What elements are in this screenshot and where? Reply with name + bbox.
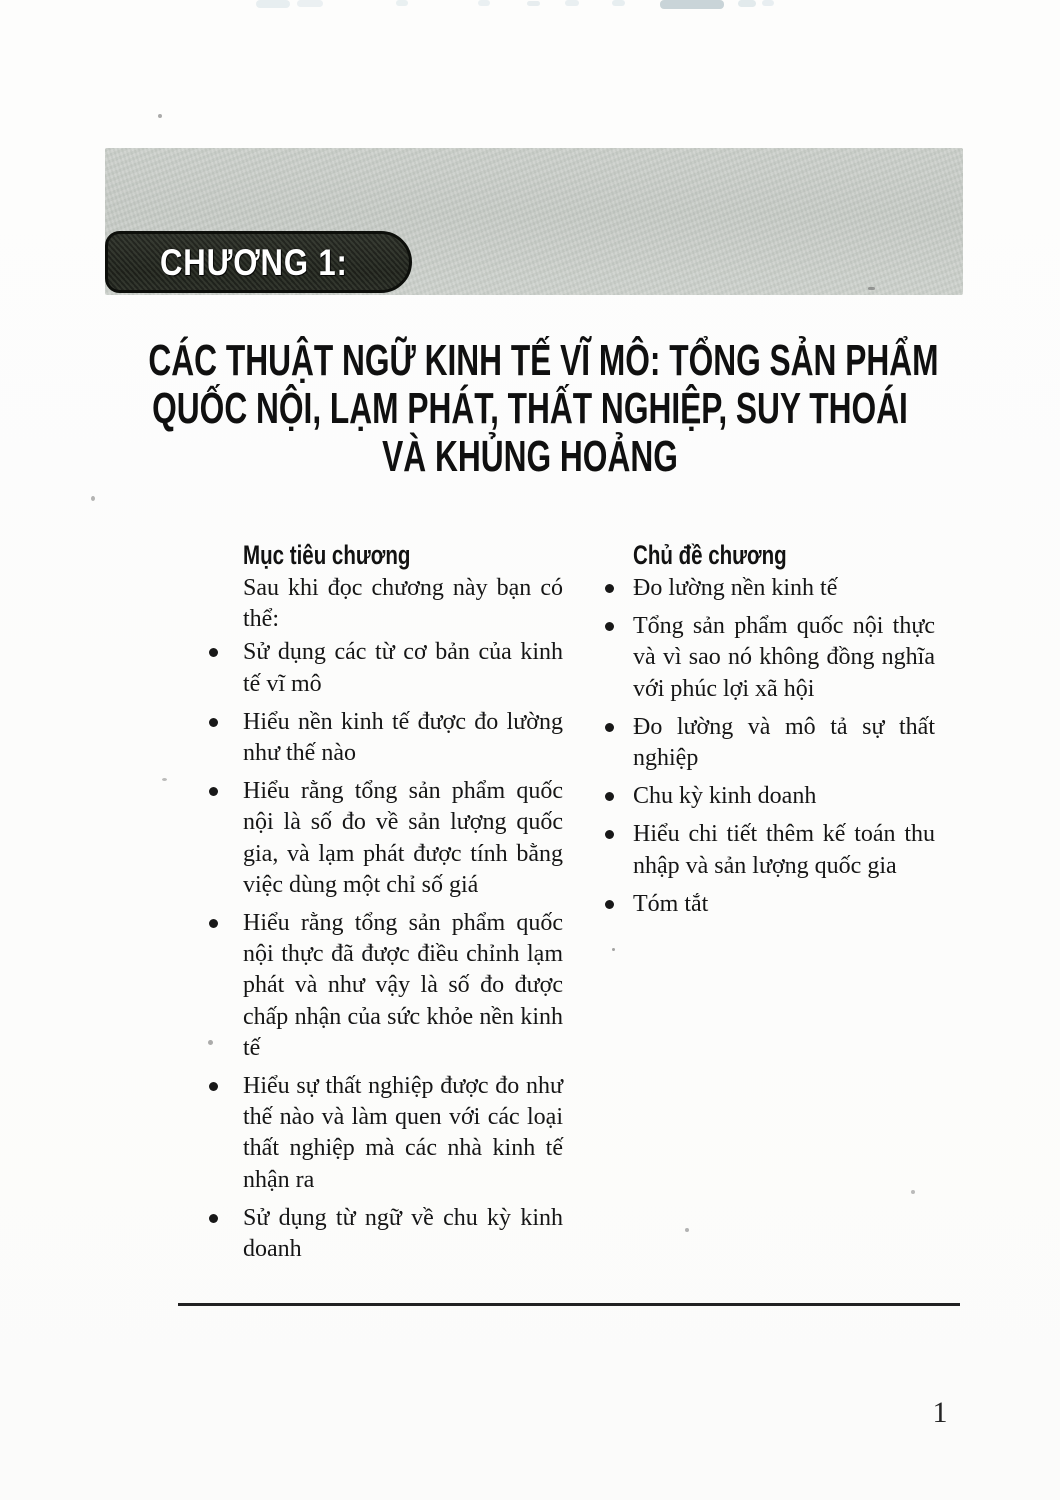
- list-item: [633, 712, 935, 774]
- scan-smudge: [297, 0, 323, 7]
- list-item: [243, 1071, 563, 1196]
- scan-speck: [208, 1040, 213, 1045]
- list-item: [243, 1203, 563, 1265]
- bullet-icon: [209, 718, 218, 727]
- scan-speck: [685, 1228, 689, 1232]
- scan-speck: [911, 1190, 915, 1194]
- list-item: [243, 908, 563, 1064]
- list-item: [633, 573, 935, 604]
- bullet-icon: [605, 723, 614, 732]
- list-item: [243, 637, 563, 699]
- footer-divider: [178, 1303, 960, 1306]
- bullet-icon: [209, 1214, 218, 1223]
- list-item-text: Sử dụng các từ cơ bản của kinh tế vĩ mô: [243, 639, 563, 697]
- scan-smudge: [612, 0, 625, 6]
- bullet-icon: [605, 900, 614, 909]
- list-item: [633, 889, 935, 920]
- bullet-icon: [605, 792, 614, 801]
- scan-smudge: [738, 0, 756, 7]
- list-item-text: Tóm tắt: [633, 890, 709, 917]
- list-item-text: Hiểu sự thất nghiệp được đo như thế nào và làm quen với các loại thất nghiệp mà các nhà kinh tế nhận ra: [243, 1073, 563, 1193]
- topics-list: [633, 573, 935, 920]
- bullet-icon: [209, 1082, 218, 1091]
- bullet-icon: [605, 622, 614, 631]
- list-item-text: Đo lường và mô tả sự thất nghiệp: [633, 713, 935, 772]
- page-number: 1: [932, 1396, 948, 1429]
- topics-heading: Chủ đề chương: [633, 540, 787, 570]
- bullet-icon: [209, 787, 218, 796]
- list-item-text: Hiểu chi tiết thêm kế toán thu nhập và sản lượng quốc gia: [633, 821, 935, 879]
- list-item: [243, 776, 563, 901]
- objectives-list: [243, 637, 563, 1265]
- list-item-text: Sử dụng từ ngữ về chu kỳ kinh doanh: [243, 1204, 563, 1263]
- scan-speck: [158, 114, 162, 118]
- chapter-header-band: [105, 148, 963, 295]
- scan-smudge: [660, 0, 724, 9]
- scan-smudge: [565, 0, 579, 6]
- list-item-text: Chu kỳ kinh doanh: [633, 783, 817, 810]
- objectives-heading: Mục tiêu chương: [243, 540, 411, 570]
- scan-smudge: [256, 0, 290, 8]
- chapter-title-line: VÀ KHỦNG HOẢNG: [382, 432, 678, 481]
- scan-speck: [612, 948, 615, 951]
- list-item: [243, 707, 563, 769]
- objectives-column: [243, 540, 563, 1265]
- scan-smudge: [478, 0, 490, 6]
- chapter-title-line: CÁC THUẬT NGỮ KINH TẾ VĨ MÔ: TỔNG SẢN PHẨM: [148, 336, 939, 385]
- chapter-label: CHƯƠNG 1:: [160, 241, 348, 283]
- list-item-text: Hiểu rằng tổng sản phẩm quốc nội thực đã được điều chỉnh lạm phát và như vậy là số đo được chấp nhận của sức khỏe nền kinh tế: [243, 910, 563, 1061]
- list-item-text: Hiểu nền kinh tế được đo lường như thế nào: [243, 708, 563, 767]
- list-item-text: Tổng sản phẩm quốc nội thực và vì sao nó không đồng nghĩa với phúc lợi xã hội: [633, 613, 935, 702]
- bullet-icon: [209, 919, 218, 928]
- bullet-icon: [605, 584, 614, 593]
- scan-smudge: [396, 0, 408, 6]
- chapter-title-line: QUỐC NỘI, LẠM PHÁT, THẤT NGHIỆP, SUY THOÁI: [152, 384, 908, 433]
- chapter-pill: [105, 231, 412, 293]
- scan-speck: [868, 287, 875, 290]
- scan-speck: [91, 496, 95, 501]
- list-item-text: Hiểu rằng tổng sản phẩm quốc nội là số đo về sản lượng quốc gia, và lạm phát được tính bằng việc dùng một chỉ số giá: [243, 778, 563, 898]
- list-item: [633, 611, 935, 705]
- topics-column: [633, 540, 935, 920]
- scan-speck: [162, 778, 167, 781]
- bullet-icon: [209, 648, 218, 657]
- scan-smudge: [762, 0, 774, 6]
- chapter-title: [0, 337, 1060, 481]
- list-item-text: Đo lường nền kinh tế: [633, 575, 838, 601]
- list-item: [633, 819, 935, 881]
- scan-smudge: [527, 1, 540, 6]
- bullet-icon: [605, 830, 614, 839]
- objectives-intro: Sau khi đọc chương này bạn có thể:: [243, 575, 563, 633]
- list-item: [633, 781, 935, 812]
